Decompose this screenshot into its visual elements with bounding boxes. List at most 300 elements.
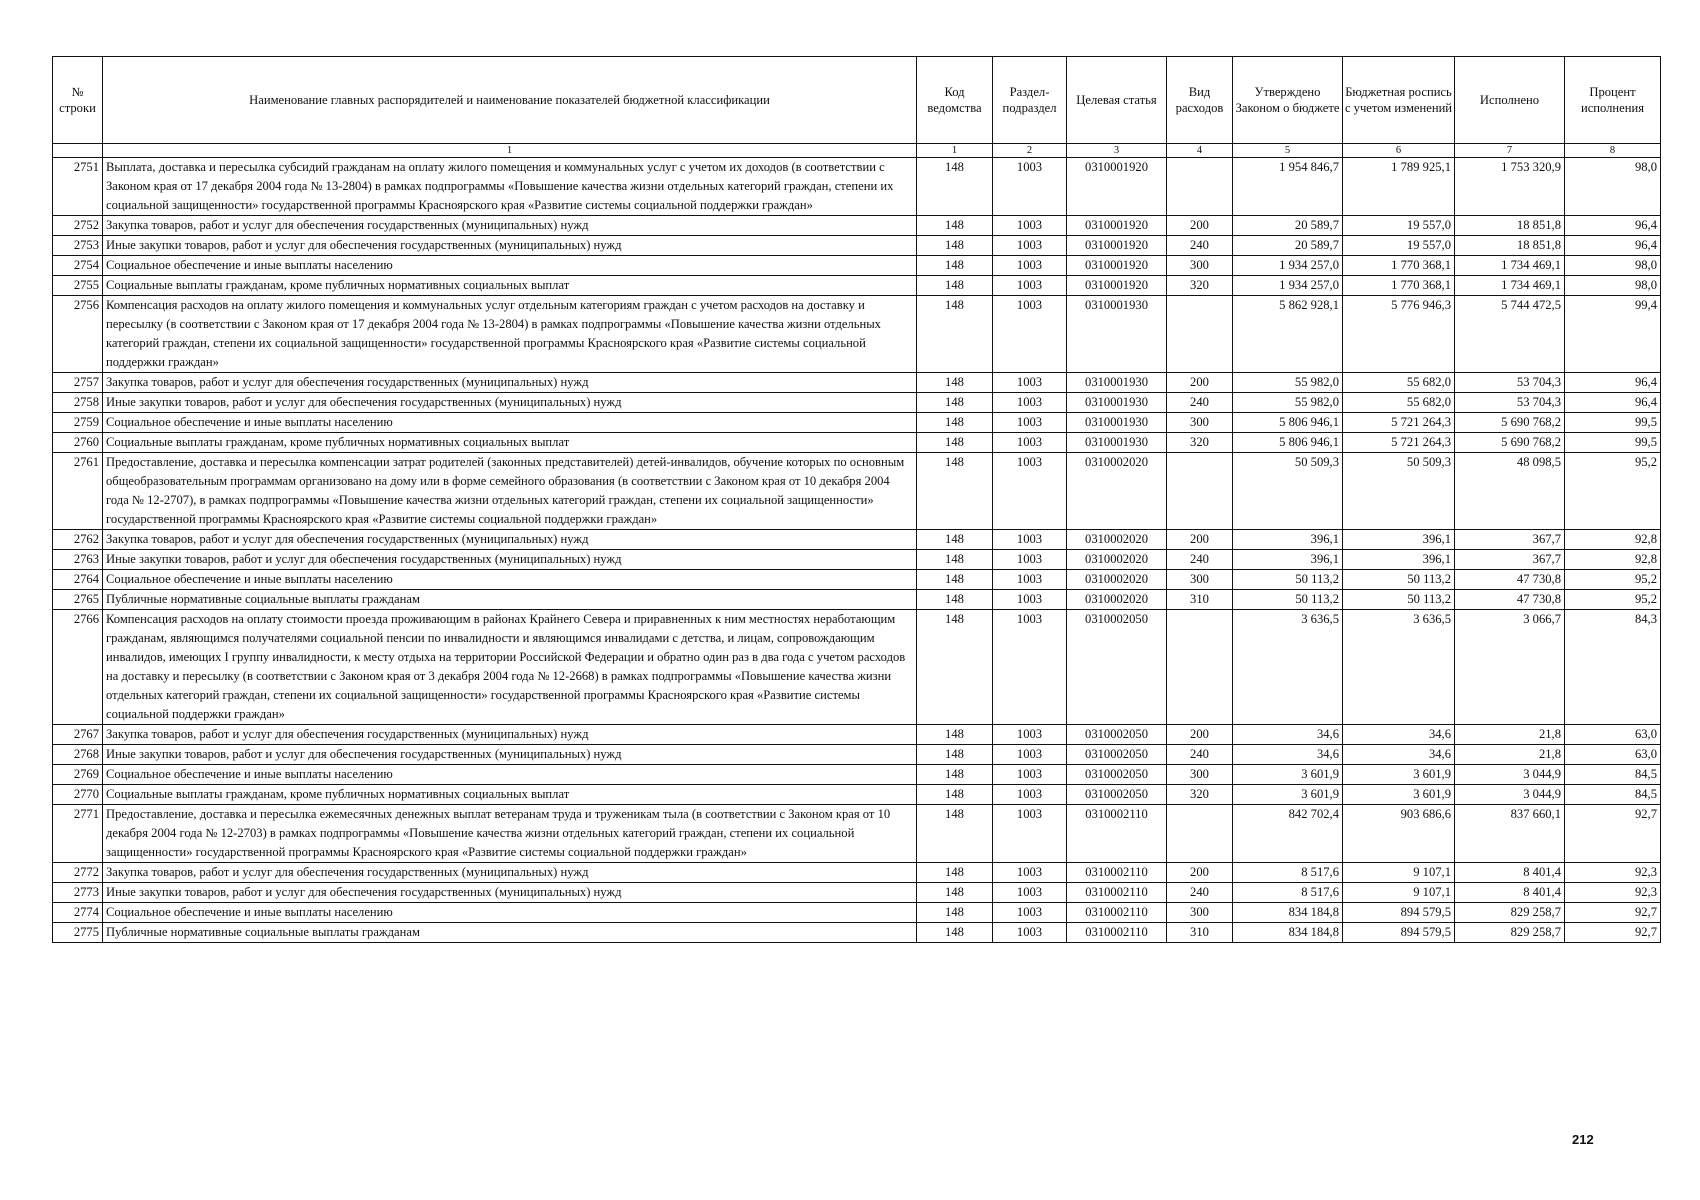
approved-cell: 20 589,7 bbox=[1233, 216, 1343, 236]
percent-cell: 96,4 bbox=[1565, 393, 1661, 413]
dept-code-cell: 148 bbox=[917, 413, 993, 433]
dept-code-cell: 148 bbox=[917, 158, 993, 216]
percent-cell: 92,8 bbox=[1565, 550, 1661, 570]
section-cell: 1003 bbox=[993, 216, 1067, 236]
row-number-cell: 2773 bbox=[53, 883, 103, 903]
expense-type-cell: 200 bbox=[1167, 373, 1233, 393]
approved-cell: 3 601,9 bbox=[1233, 765, 1343, 785]
row-number-cell: 2775 bbox=[53, 923, 103, 943]
target-item-cell: 0310001920 bbox=[1067, 216, 1167, 236]
section-cell: 1003 bbox=[993, 883, 1067, 903]
percent-cell: 98,0 bbox=[1565, 256, 1661, 276]
executed-cell: 3 044,9 bbox=[1455, 785, 1565, 805]
expense-type-cell bbox=[1167, 805, 1233, 863]
section-cell: 1003 bbox=[993, 590, 1067, 610]
expense-type-cell: 240 bbox=[1167, 236, 1233, 256]
dept-code-cell: 148 bbox=[917, 453, 993, 530]
percent-cell: 95,2 bbox=[1565, 570, 1661, 590]
section-cell: 1003 bbox=[993, 276, 1067, 296]
budget-schedule-cell: 894 579,5 bbox=[1343, 923, 1455, 943]
table-row bbox=[53, 236, 1661, 256]
column-number-cell: 5 bbox=[1233, 144, 1343, 158]
header-dept-code: Код ведомства bbox=[917, 57, 993, 144]
table-row bbox=[53, 570, 1661, 590]
table-row bbox=[53, 903, 1661, 923]
table-row bbox=[53, 863, 1661, 883]
table-row bbox=[53, 805, 1661, 863]
target-item-cell: 0310002050 bbox=[1067, 745, 1167, 765]
dept-code-cell: 148 bbox=[917, 725, 993, 745]
section-cell: 1003 bbox=[993, 530, 1067, 550]
row-number-cell: 2774 bbox=[53, 903, 103, 923]
executed-cell: 3 044,9 bbox=[1455, 765, 1565, 785]
target-item-cell: 0310001930 bbox=[1067, 296, 1167, 373]
executed-cell: 21,8 bbox=[1455, 745, 1565, 765]
row-name-cell: Социальное обеспечение и иные выплаты населению bbox=[103, 413, 917, 433]
row-number-cell: 2752 bbox=[53, 216, 103, 236]
percent-cell: 99,5 bbox=[1565, 413, 1661, 433]
executed-cell: 47 730,8 bbox=[1455, 590, 1565, 610]
dept-code-cell: 148 bbox=[917, 433, 993, 453]
percent-cell: 84,5 bbox=[1565, 765, 1661, 785]
row-name-cell: Закупка товаров, работ и услуг для обеспечения государственных (муниципальных) нужд bbox=[103, 216, 917, 236]
approved-cell: 20 589,7 bbox=[1233, 236, 1343, 256]
approved-cell: 842 702,4 bbox=[1233, 805, 1343, 863]
approved-cell: 50 113,2 bbox=[1233, 590, 1343, 610]
target-item-cell: 0310001920 bbox=[1067, 158, 1167, 216]
row-name-cell: Закупка товаров, работ и услуг для обеспечения государственных (муниципальных) нужд bbox=[103, 373, 917, 393]
percent-cell: 84,5 bbox=[1565, 785, 1661, 805]
expense-type-cell: 300 bbox=[1167, 256, 1233, 276]
column-number-cell: 2 bbox=[993, 144, 1067, 158]
expense-type-cell: 310 bbox=[1167, 590, 1233, 610]
row-name-cell: Закупка товаров, работ и услуг для обеспечения государственных (муниципальных) нужд bbox=[103, 725, 917, 745]
target-item-cell: 0310002020 bbox=[1067, 453, 1167, 530]
column-number-cell: 1 bbox=[917, 144, 993, 158]
executed-cell: 18 851,8 bbox=[1455, 216, 1565, 236]
percent-cell: 96,4 bbox=[1565, 236, 1661, 256]
budget-schedule-cell: 34,6 bbox=[1343, 745, 1455, 765]
approved-cell: 34,6 bbox=[1233, 725, 1343, 745]
table-row bbox=[53, 276, 1661, 296]
approved-cell: 3 601,9 bbox=[1233, 785, 1343, 805]
row-number-cell: 2770 bbox=[53, 785, 103, 805]
executed-cell: 5 690 768,2 bbox=[1455, 413, 1565, 433]
percent-cell: 98,0 bbox=[1565, 276, 1661, 296]
column-number-cell: 7 bbox=[1455, 144, 1565, 158]
section-cell: 1003 bbox=[993, 745, 1067, 765]
budget-schedule-cell: 1 770 368,1 bbox=[1343, 256, 1455, 276]
expense-type-cell: 300 bbox=[1167, 413, 1233, 433]
budget-schedule-cell: 50 113,2 bbox=[1343, 570, 1455, 590]
header-section: Раздел- подраздел bbox=[993, 57, 1067, 144]
header-approved: Утверждено Законом о бюджете bbox=[1233, 57, 1343, 144]
budget-schedule-cell: 5 721 264,3 bbox=[1343, 413, 1455, 433]
target-item-cell: 0310002110 bbox=[1067, 903, 1167, 923]
target-item-cell: 0310002020 bbox=[1067, 530, 1167, 550]
header-expense-type: Вид расходов bbox=[1167, 57, 1233, 144]
budget-schedule-cell: 19 557,0 bbox=[1343, 236, 1455, 256]
section-cell: 1003 bbox=[993, 570, 1067, 590]
expense-type-cell: 240 bbox=[1167, 883, 1233, 903]
budget-schedule-cell: 50 509,3 bbox=[1343, 453, 1455, 530]
row-number-cell: 2771 bbox=[53, 805, 103, 863]
executed-cell: 53 704,3 bbox=[1455, 393, 1565, 413]
percent-cell: 95,2 bbox=[1565, 590, 1661, 610]
table-row bbox=[53, 923, 1661, 943]
budget-table bbox=[52, 56, 1661, 943]
table-header-row bbox=[53, 57, 1661, 144]
dept-code-cell: 148 bbox=[917, 785, 993, 805]
dept-code-cell: 148 bbox=[917, 276, 993, 296]
target-item-cell: 0310002020 bbox=[1067, 550, 1167, 570]
table-body bbox=[53, 158, 1661, 943]
section-cell: 1003 bbox=[993, 433, 1067, 453]
row-name-cell: Социальные выплаты гражданам, кроме публичных нормативных социальных выплат bbox=[103, 433, 917, 453]
executed-cell: 367,7 bbox=[1455, 550, 1565, 570]
approved-cell: 55 982,0 bbox=[1233, 373, 1343, 393]
budget-schedule-cell: 1 789 925,1 bbox=[1343, 158, 1455, 216]
approved-cell: 3 636,5 bbox=[1233, 610, 1343, 725]
executed-cell: 829 258,7 bbox=[1455, 923, 1565, 943]
dept-code-cell: 148 bbox=[917, 883, 993, 903]
section-cell: 1003 bbox=[993, 765, 1067, 785]
row-number-cell: 2766 bbox=[53, 610, 103, 725]
header-target-item: Целевая статья bbox=[1067, 57, 1167, 144]
dept-code-cell: 148 bbox=[917, 903, 993, 923]
executed-cell: 837 660,1 bbox=[1455, 805, 1565, 863]
budget-schedule-cell: 55 682,0 bbox=[1343, 393, 1455, 413]
target-item-cell: 0310001930 bbox=[1067, 373, 1167, 393]
executed-cell: 8 401,4 bbox=[1455, 883, 1565, 903]
budget-schedule-cell: 894 579,5 bbox=[1343, 903, 1455, 923]
row-number-cell: 2759 bbox=[53, 413, 103, 433]
percent-cell: 96,4 bbox=[1565, 373, 1661, 393]
percent-cell: 92,3 bbox=[1565, 883, 1661, 903]
budget-schedule-cell: 9 107,1 bbox=[1343, 883, 1455, 903]
expense-type-cell bbox=[1167, 158, 1233, 216]
target-item-cell: 0310002050 bbox=[1067, 725, 1167, 745]
section-cell: 1003 bbox=[993, 256, 1067, 276]
percent-cell: 96,4 bbox=[1565, 216, 1661, 236]
row-name-cell: Социальные выплаты гражданам, кроме публичных нормативных социальных выплат bbox=[103, 785, 917, 805]
row-number-cell: 2768 bbox=[53, 745, 103, 765]
header-executed: Исполнено bbox=[1455, 57, 1565, 144]
dept-code-cell: 148 bbox=[917, 373, 993, 393]
header-name: Наименование главных распорядителей и наименование показателей бюджетной классификации bbox=[103, 57, 917, 144]
row-name-cell: Закупка товаров, работ и услуг для обеспечения государственных (муниципальных) нужд bbox=[103, 530, 917, 550]
executed-cell: 21,8 bbox=[1455, 725, 1565, 745]
table-row bbox=[53, 393, 1661, 413]
target-item-cell: 0310002020 bbox=[1067, 570, 1167, 590]
row-number-cell: 2764 bbox=[53, 570, 103, 590]
expense-type-cell: 310 bbox=[1167, 923, 1233, 943]
row-name-cell: Социальное обеспечение и иные выплаты населению bbox=[103, 765, 917, 785]
column-number-cell: 3 bbox=[1067, 144, 1167, 158]
budget-schedule-cell: 3 601,9 bbox=[1343, 785, 1455, 805]
section-cell: 1003 bbox=[993, 373, 1067, 393]
expense-type-cell: 240 bbox=[1167, 393, 1233, 413]
target-item-cell: 0310002050 bbox=[1067, 765, 1167, 785]
executed-cell: 1 753 320,9 bbox=[1455, 158, 1565, 216]
section-cell: 1003 bbox=[993, 725, 1067, 745]
expense-type-cell: 320 bbox=[1167, 276, 1233, 296]
percent-cell: 99,5 bbox=[1565, 433, 1661, 453]
row-number-cell: 2753 bbox=[53, 236, 103, 256]
approved-cell: 5 806 946,1 bbox=[1233, 413, 1343, 433]
expense-type-cell bbox=[1167, 296, 1233, 373]
page-number: 212 bbox=[1572, 1132, 1594, 1147]
dept-code-cell: 148 bbox=[917, 530, 993, 550]
expense-type-cell: 300 bbox=[1167, 903, 1233, 923]
expense-type-cell: 320 bbox=[1167, 785, 1233, 805]
row-number-cell: 2757 bbox=[53, 373, 103, 393]
table-row bbox=[53, 530, 1661, 550]
section-cell: 1003 bbox=[993, 158, 1067, 216]
row-name-cell: Закупка товаров, работ и услуг для обеспечения государственных (муниципальных) нужд bbox=[103, 863, 917, 883]
target-item-cell: 0310001920 bbox=[1067, 256, 1167, 276]
approved-cell: 1 934 257,0 bbox=[1233, 276, 1343, 296]
dept-code-cell: 148 bbox=[917, 393, 993, 413]
row-name-cell: Иные закупки товаров, работ и услуг для обеспечения государственных (муниципальных) нужд bbox=[103, 550, 917, 570]
executed-cell: 5 744 472,5 bbox=[1455, 296, 1565, 373]
section-cell: 1003 bbox=[993, 296, 1067, 373]
section-cell: 1003 bbox=[993, 550, 1067, 570]
target-item-cell: 0310001930 bbox=[1067, 433, 1167, 453]
row-name-cell: Компенсация расходов на оплату жилого помещения и коммунальных услуг отдельным категориям граждан с учетом расходов на доставку и пересылку (в соответствии с Законом края от 17 декабря 2004 года № 13-2804) в рамках подпрограммы «Повышение качества жизни отдельных категорий граждан, степени их социальной защищенности» государственной программы Красноярского края «Развитие системы социальной поддержки граждан» bbox=[103, 296, 917, 373]
executed-cell: 3 066,7 bbox=[1455, 610, 1565, 725]
table-row bbox=[53, 373, 1661, 393]
dept-code-cell: 148 bbox=[917, 570, 993, 590]
table-row bbox=[53, 785, 1661, 805]
percent-cell: 99,4 bbox=[1565, 296, 1661, 373]
executed-cell: 18 851,8 bbox=[1455, 236, 1565, 256]
section-cell: 1003 bbox=[993, 785, 1067, 805]
expense-type-cell: 200 bbox=[1167, 863, 1233, 883]
expense-type-cell bbox=[1167, 453, 1233, 530]
row-name-cell: Предоставление, доставка и пересылка компенсации затрат родителей (законных представителей) детей-инвалидов, обучение которых по основным общеобразовательным программам организовано на дому или в форме семейного образования (в соответствии с Законом края от 10 декабря 2004 года № 12-2707), в рамках подпрограммы «Повышение качества жизни отдельных категорий граждан, степени их социальной защищенности» государственной программы Красноярского края «Развитие системы социальной поддержки граждан» bbox=[103, 453, 917, 530]
row-number-cell: 2772 bbox=[53, 863, 103, 883]
column-number-cell: 4 bbox=[1167, 144, 1233, 158]
row-name-cell: Публичные нормативные социальные выплаты гражданам bbox=[103, 923, 917, 943]
percent-cell: 92,7 bbox=[1565, 923, 1661, 943]
target-item-cell: 0310002110 bbox=[1067, 883, 1167, 903]
approved-cell: 34,6 bbox=[1233, 745, 1343, 765]
approved-cell: 834 184,8 bbox=[1233, 903, 1343, 923]
approved-cell: 834 184,8 bbox=[1233, 923, 1343, 943]
row-number-cell: 2767 bbox=[53, 725, 103, 745]
expense-type-cell: 200 bbox=[1167, 530, 1233, 550]
row-number-cell: 2763 bbox=[53, 550, 103, 570]
budget-schedule-cell: 9 107,1 bbox=[1343, 863, 1455, 883]
target-item-cell: 0310002110 bbox=[1067, 863, 1167, 883]
target-item-cell: 0310001920 bbox=[1067, 276, 1167, 296]
executed-cell: 367,7 bbox=[1455, 530, 1565, 550]
header-budget-schedule: Бюджетная роспись с учетом изменений bbox=[1343, 57, 1455, 144]
dept-code-cell: 148 bbox=[917, 745, 993, 765]
expense-type-cell: 200 bbox=[1167, 725, 1233, 745]
row-name-cell: Иные закупки товаров, работ и услуг для обеспечения государственных (муниципальных) нужд bbox=[103, 883, 917, 903]
dept-code-cell: 148 bbox=[917, 550, 993, 570]
approved-cell: 396,1 bbox=[1233, 550, 1343, 570]
executed-cell: 829 258,7 bbox=[1455, 903, 1565, 923]
dept-code-cell: 148 bbox=[917, 863, 993, 883]
budget-schedule-cell: 50 113,2 bbox=[1343, 590, 1455, 610]
dept-code-cell: 148 bbox=[917, 590, 993, 610]
section-cell: 1003 bbox=[993, 805, 1067, 863]
table-row bbox=[53, 433, 1661, 453]
percent-cell: 84,3 bbox=[1565, 610, 1661, 725]
target-item-cell: 0310001930 bbox=[1067, 413, 1167, 433]
section-cell: 1003 bbox=[993, 863, 1067, 883]
row-number-cell: 2751 bbox=[53, 158, 103, 216]
target-item-cell: 0310002110 bbox=[1067, 805, 1167, 863]
table-row bbox=[53, 883, 1661, 903]
executed-cell: 8 401,4 bbox=[1455, 863, 1565, 883]
budget-schedule-cell: 34,6 bbox=[1343, 725, 1455, 745]
expense-type-cell: 240 bbox=[1167, 745, 1233, 765]
row-number-cell: 2754 bbox=[53, 256, 103, 276]
budget-schedule-cell: 396,1 bbox=[1343, 550, 1455, 570]
expense-type-cell: 300 bbox=[1167, 570, 1233, 590]
percent-cell: 95,2 bbox=[1565, 453, 1661, 530]
table-row bbox=[53, 413, 1661, 433]
executed-cell: 1 734 469,1 bbox=[1455, 256, 1565, 276]
executed-cell: 53 704,3 bbox=[1455, 373, 1565, 393]
executed-cell: 5 690 768,2 bbox=[1455, 433, 1565, 453]
section-cell: 1003 bbox=[993, 923, 1067, 943]
budget-schedule-cell: 5 721 264,3 bbox=[1343, 433, 1455, 453]
approved-cell: 5 806 946,1 bbox=[1233, 433, 1343, 453]
section-cell: 1003 bbox=[993, 236, 1067, 256]
row-number-cell: 2769 bbox=[53, 765, 103, 785]
table-row bbox=[53, 610, 1661, 725]
executed-cell: 1 734 469,1 bbox=[1455, 276, 1565, 296]
table-row bbox=[53, 725, 1661, 745]
row-name-cell: Публичные нормативные социальные выплаты гражданам bbox=[103, 590, 917, 610]
column-number-cell: 8 bbox=[1565, 144, 1661, 158]
table-row bbox=[53, 216, 1661, 236]
target-item-cell: 0310002110 bbox=[1067, 923, 1167, 943]
percent-cell: 63,0 bbox=[1565, 725, 1661, 745]
percent-cell: 92,8 bbox=[1565, 530, 1661, 550]
budget-schedule-cell: 1 770 368,1 bbox=[1343, 276, 1455, 296]
target-item-cell: 0310002020 bbox=[1067, 590, 1167, 610]
table-row bbox=[53, 765, 1661, 785]
dept-code-cell: 148 bbox=[917, 805, 993, 863]
row-name-cell: Социальное обеспечение и иные выплаты населению bbox=[103, 256, 917, 276]
table-row bbox=[53, 453, 1661, 530]
row-number-cell: 2758 bbox=[53, 393, 103, 413]
dept-code-cell: 148 bbox=[917, 256, 993, 276]
expense-type-cell: 200 bbox=[1167, 216, 1233, 236]
budget-schedule-cell: 396,1 bbox=[1343, 530, 1455, 550]
row-name-cell: Компенсация расходов на оплату стоимости проезда проживающим в районах Крайнего Севера и приравненных к ним местностях неработающим гражданам, являющимся получателями социальной пенсии по инвалидности и являющимся инвалидами с детства, и лицам, сопровождающим инвалидов, имеющих I группу инвалидности, к месту отдыха на территории Российской Федерации и обратно один раз в два года с учетом расходов на доставку и пересылку (в соответствии с Законом края от 3 декабря 2004 года № 12-2668) в рамках подпрограммы «Повышение качества жизни отдельных категорий граждан, степени их социальной защищенности» государственной программы Красноярского края «Развитие системы социальной поддержки граждан» bbox=[103, 610, 917, 725]
approved-cell: 55 982,0 bbox=[1233, 393, 1343, 413]
budget-schedule-cell: 5 776 946,3 bbox=[1343, 296, 1455, 373]
row-name-cell: Социальное обеспечение и иные выплаты населению bbox=[103, 570, 917, 590]
approved-cell: 1 954 846,7 bbox=[1233, 158, 1343, 216]
approved-cell: 8 517,6 bbox=[1233, 863, 1343, 883]
row-number-cell: 2760 bbox=[53, 433, 103, 453]
approved-cell: 50 509,3 bbox=[1233, 453, 1343, 530]
approved-cell: 8 517,6 bbox=[1233, 883, 1343, 903]
expense-type-cell bbox=[1167, 610, 1233, 725]
budget-schedule-cell: 3 636,5 bbox=[1343, 610, 1455, 725]
percent-cell: 92,7 bbox=[1565, 805, 1661, 863]
row-name-cell: Иные закупки товаров, работ и услуг для обеспечения государственных (муниципальных) нужд bbox=[103, 745, 917, 765]
executed-cell: 47 730,8 bbox=[1455, 570, 1565, 590]
target-item-cell: 0310002050 bbox=[1067, 610, 1167, 725]
section-cell: 1003 bbox=[993, 453, 1067, 530]
percent-cell: 98,0 bbox=[1565, 158, 1661, 216]
table-row bbox=[53, 590, 1661, 610]
section-cell: 1003 bbox=[993, 413, 1067, 433]
table-row bbox=[53, 256, 1661, 276]
table-row bbox=[53, 550, 1661, 570]
dept-code-cell: 148 bbox=[917, 296, 993, 373]
percent-cell: 63,0 bbox=[1565, 745, 1661, 765]
dept-code-cell: 148 bbox=[917, 216, 993, 236]
approved-cell: 396,1 bbox=[1233, 530, 1343, 550]
section-cell: 1003 bbox=[993, 393, 1067, 413]
column-number-cell: 6 bbox=[1343, 144, 1455, 158]
header-percent: Процент исполнения bbox=[1565, 57, 1661, 144]
approved-cell: 5 862 928,1 bbox=[1233, 296, 1343, 373]
percent-cell: 92,7 bbox=[1565, 903, 1661, 923]
approved-cell: 50 113,2 bbox=[1233, 570, 1343, 590]
row-name-cell: Предоставление, доставка и пересылка ежемесячных денежных выплат ветеранам труда и труженикам тыла (в соответствии с Законом края от 10 декабря 2004 года № 12-2703) в рамках подпрограммы «Повышение качества жизни отдельных категорий граждан, степени их социальной защищенности» государственной программы Красноярского края «Развитие системы социальной поддержки граждан» bbox=[103, 805, 917, 863]
expense-type-cell: 240 bbox=[1167, 550, 1233, 570]
executed-cell: 48 098,5 bbox=[1455, 453, 1565, 530]
budget-schedule-cell: 3 601,9 bbox=[1343, 765, 1455, 785]
dept-code-cell: 148 bbox=[917, 610, 993, 725]
row-number-cell: 2755 bbox=[53, 276, 103, 296]
row-number-cell: 2762 bbox=[53, 530, 103, 550]
table-row bbox=[53, 745, 1661, 765]
row-name-cell: Иные закупки товаров, работ и услуг для обеспечения государственных (муниципальных) нужд bbox=[103, 236, 917, 256]
header-row-number: № строки bbox=[53, 57, 103, 144]
percent-cell: 92,3 bbox=[1565, 863, 1661, 883]
expense-type-cell: 320 bbox=[1167, 433, 1233, 453]
row-number-cell: 2756 bbox=[53, 296, 103, 373]
budget-schedule-cell: 903 686,6 bbox=[1343, 805, 1455, 863]
section-cell: 1003 bbox=[993, 610, 1067, 725]
dept-code-cell: 148 bbox=[917, 236, 993, 256]
row-name-cell: Социальное обеспечение и иные выплаты населению bbox=[103, 903, 917, 923]
row-number-cell: 2761 bbox=[53, 453, 103, 530]
dept-code-cell: 148 bbox=[917, 923, 993, 943]
table-row bbox=[53, 158, 1661, 216]
target-item-cell: 0310001920 bbox=[1067, 236, 1167, 256]
table-row bbox=[53, 296, 1661, 373]
column-number-cell bbox=[53, 144, 103, 158]
budget-schedule-cell: 19 557,0 bbox=[1343, 216, 1455, 236]
column-number-row bbox=[53, 144, 1661, 158]
row-number-cell: 2765 bbox=[53, 590, 103, 610]
section-cell: 1003 bbox=[993, 903, 1067, 923]
row-name-cell: Выплата, доставка и пересылка субсидий гражданам на оплату жилого помещения и коммунальных услуг с учетом их доходов (в соответствии с Законом края от 17 декабря 2004 года № 13-2804) в рамках подпрограммы «Повышение качества жизни отдельных категорий граждан, степени их социальной защищенности» государственной программы Красноярского края «Развитие системы социальной поддержки граждан» bbox=[103, 158, 917, 216]
approved-cell: 1 934 257,0 bbox=[1233, 256, 1343, 276]
target-item-cell: 0310002050 bbox=[1067, 785, 1167, 805]
dept-code-cell: 148 bbox=[917, 765, 993, 785]
expense-type-cell: 300 bbox=[1167, 765, 1233, 785]
column-number-cell: 1 bbox=[103, 144, 917, 158]
target-item-cell: 0310001930 bbox=[1067, 393, 1167, 413]
budget-schedule-cell: 55 682,0 bbox=[1343, 373, 1455, 393]
row-name-cell: Социальные выплаты гражданам, кроме публичных нормативных социальных выплат bbox=[103, 276, 917, 296]
row-name-cell: Иные закупки товаров, работ и услуг для обеспечения государственных (муниципальных) нужд bbox=[103, 393, 917, 413]
